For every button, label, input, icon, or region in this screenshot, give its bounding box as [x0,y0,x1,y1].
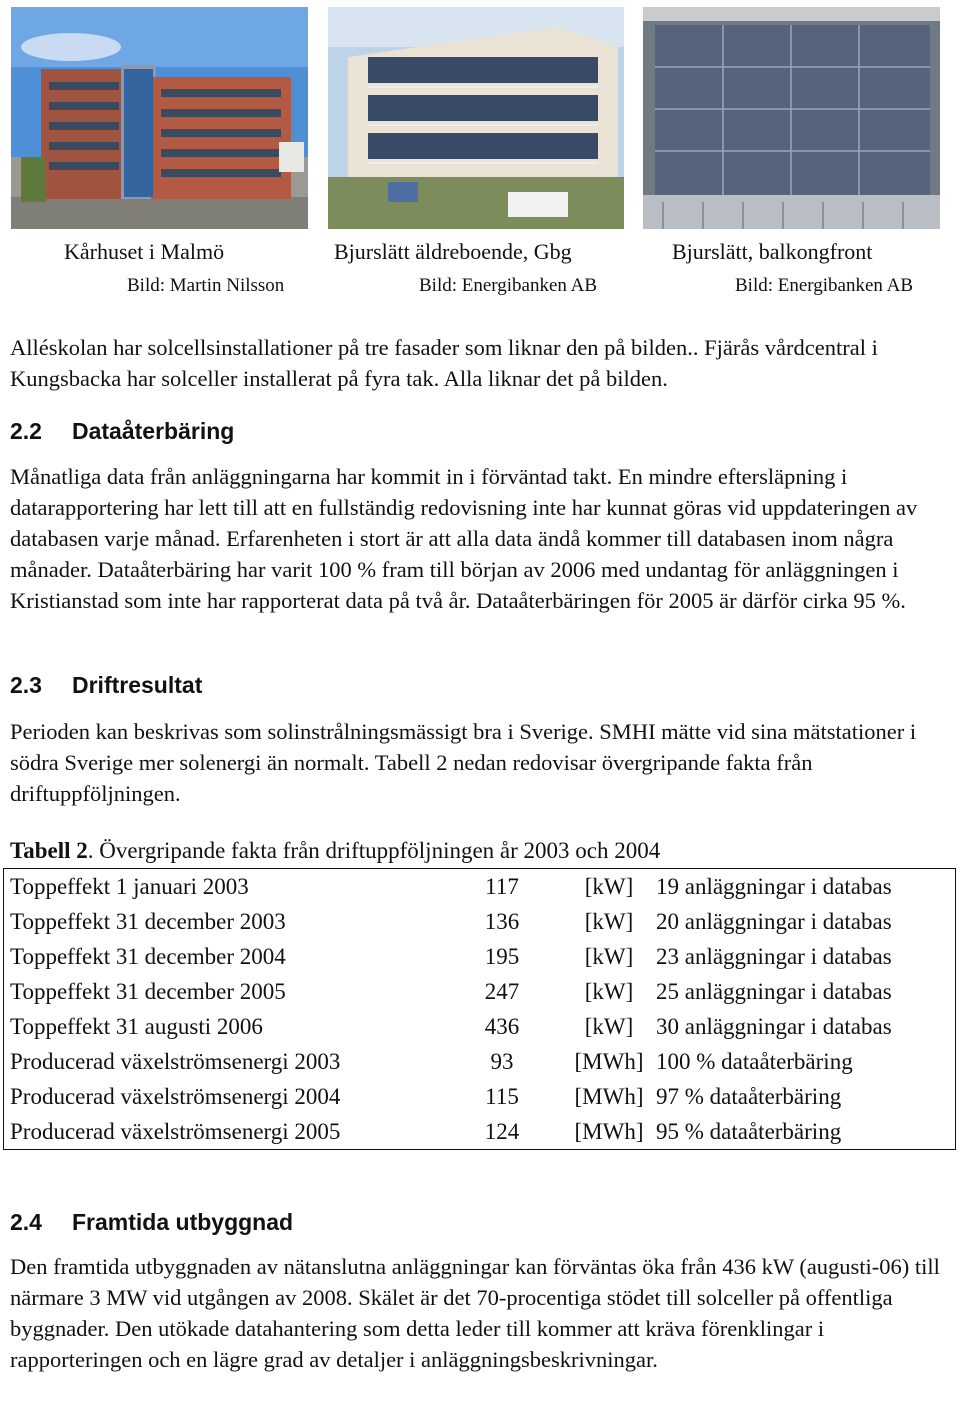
table-row [4,1079,956,1114]
table-caption-label: Tabell 2 [10,838,88,863]
row-unit: [kW] [584,873,634,899]
section-heading [10,672,202,699]
table-row [4,1009,956,1044]
section-paragraph: Månatliga data från anläggningarna har kommit in i förväntad takt. En mindre eftersläpning i datarapportering har lett till att en fullständig redovisning inte har kunnat göras vid uppdateringen av databasen varje månad. Erfarenheten i stort är att alla data ändå kommer till databasen inom några månader. Dataåterbäring har varit 100 % fram till början av 2006 med undantag för anläggningen i Kristianstad som inte har rapporterat data på två år. Dataåterbäringen för 2005 är därför cirka 95 %. [10,464,918,613]
section-heading [10,1209,293,1236]
section-title: Dataåterbäring [72,418,235,444]
row-note: 20 anläggningar i databas [656,908,892,934]
table-caption-text: . Övergripande fakta från driftuppföljningen år 2003 och 2004 [87,838,661,863]
table-caption [10,838,660,864]
row-unit: [kW] [584,908,634,934]
section-title: Framtida utbyggnad [72,1209,294,1235]
section-title: Driftresultat [72,672,203,698]
row-note: 30 anläggningar i databas [656,1013,892,1039]
row-unit: [kW] [584,943,634,969]
photo-caption: Bjurslätt, balkongfront [672,239,873,264]
row-note: 23 anläggningar i databas [656,943,892,969]
photo-bjurslatt-aldreboende [328,7,624,229]
row-label: Producerad växelströmsenergi 2003 [10,1048,341,1074]
table-row [4,904,956,939]
row-label: Toppeffekt 31 december 2005 [10,978,286,1004]
photo-credit: Bild: Martin Nilsson [127,275,285,296]
row-value: 115 [485,1083,519,1109]
section-number: 2.2 [10,418,42,444]
row-note: 25 anläggningar i databas [656,978,892,1004]
row-label: Producerad växelströmsenergi 2004 [10,1083,341,1109]
photo-caption: Bjurslätt äldreboende, Gbg [334,239,572,264]
row-value: 93 [490,1048,514,1074]
photo-bjurslatt-balkongfront [643,7,940,229]
row-unit: [kW] [584,978,634,1004]
row-note: 19 anläggningar i databas [656,873,892,899]
photo-karhuset [11,7,308,229]
row-unit: [MWh] [574,1118,644,1144]
row-value: 136 [484,908,520,934]
section-heading [10,418,234,445]
row-note: 100 % dataåterbäring [656,1048,853,1074]
row-value: 124 [484,1118,520,1144]
row-value: 195 [484,943,520,969]
row-note: 97 % dataåterbäring [656,1083,842,1109]
section-paragraph: Perioden kan beskrivas som solinstrålningsmässigt bra i Sverige. SMHI mätte vid sina mätstationer i södra Sverige mer solenergi än normalt. Tabell 2 nedan redovisar övergripande fakta från driftuppföljningen. [10,719,917,806]
table-row [4,1044,956,1079]
row-value: 117 [485,873,519,899]
row-unit: [MWh] [574,1048,644,1074]
row-label: Toppeffekt 1 januari 2003 [10,873,249,899]
photo-caption: Kårhuset i Malmö [64,239,225,264]
table-row [4,1114,956,1150]
row-note: 95 % dataåterbäring [656,1118,842,1144]
row-unit: [kW] [584,1013,634,1039]
photo-credit: Bild: Energibanken AB [419,275,598,296]
photo-credit: Bild: Energibanken AB [735,275,914,296]
row-label: Producerad växelströmsenergi 2005 [10,1118,341,1144]
intro-paragraph: Alléskolan har solcellsinstallationer på tre fasader som liknar den på bilden.. Fjärås vårdcentral i Kungsbacka har solceller installerat på fyra tak. Alla liknar det på bilden. [10,335,878,391]
section-number: 2.3 [10,672,42,698]
row-unit: [MWh] [574,1083,644,1109]
table-row [4,939,956,974]
table-row [4,869,956,905]
section-number: 2.4 [10,1209,42,1235]
row-value: 247 [484,978,520,1004]
facts-table [3,868,956,1150]
row-label: Toppeffekt 31 augusti 2006 [10,1013,263,1039]
row-label: Toppeffekt 31 december 2003 [10,908,286,934]
table-row [4,974,956,1009]
row-value: 436 [484,1013,520,1039]
section-paragraph: Den framtida utbyggnaden av nätanslutna anläggningar kan förväntas öka från 436 kW (augusti-06) till närmare 3 MW vid utgången av 2008. Skälet är det 70-procentiga stödet till solceller på offentliga byggnader. Den utökade datahantering som detta leder till kommer att kräva förenklingar i rapporteringen och en lägre grad av detaljer i anläggningsbeskrivningar. [10,1254,940,1372]
row-label: Toppeffekt 31 december 2004 [10,943,286,969]
